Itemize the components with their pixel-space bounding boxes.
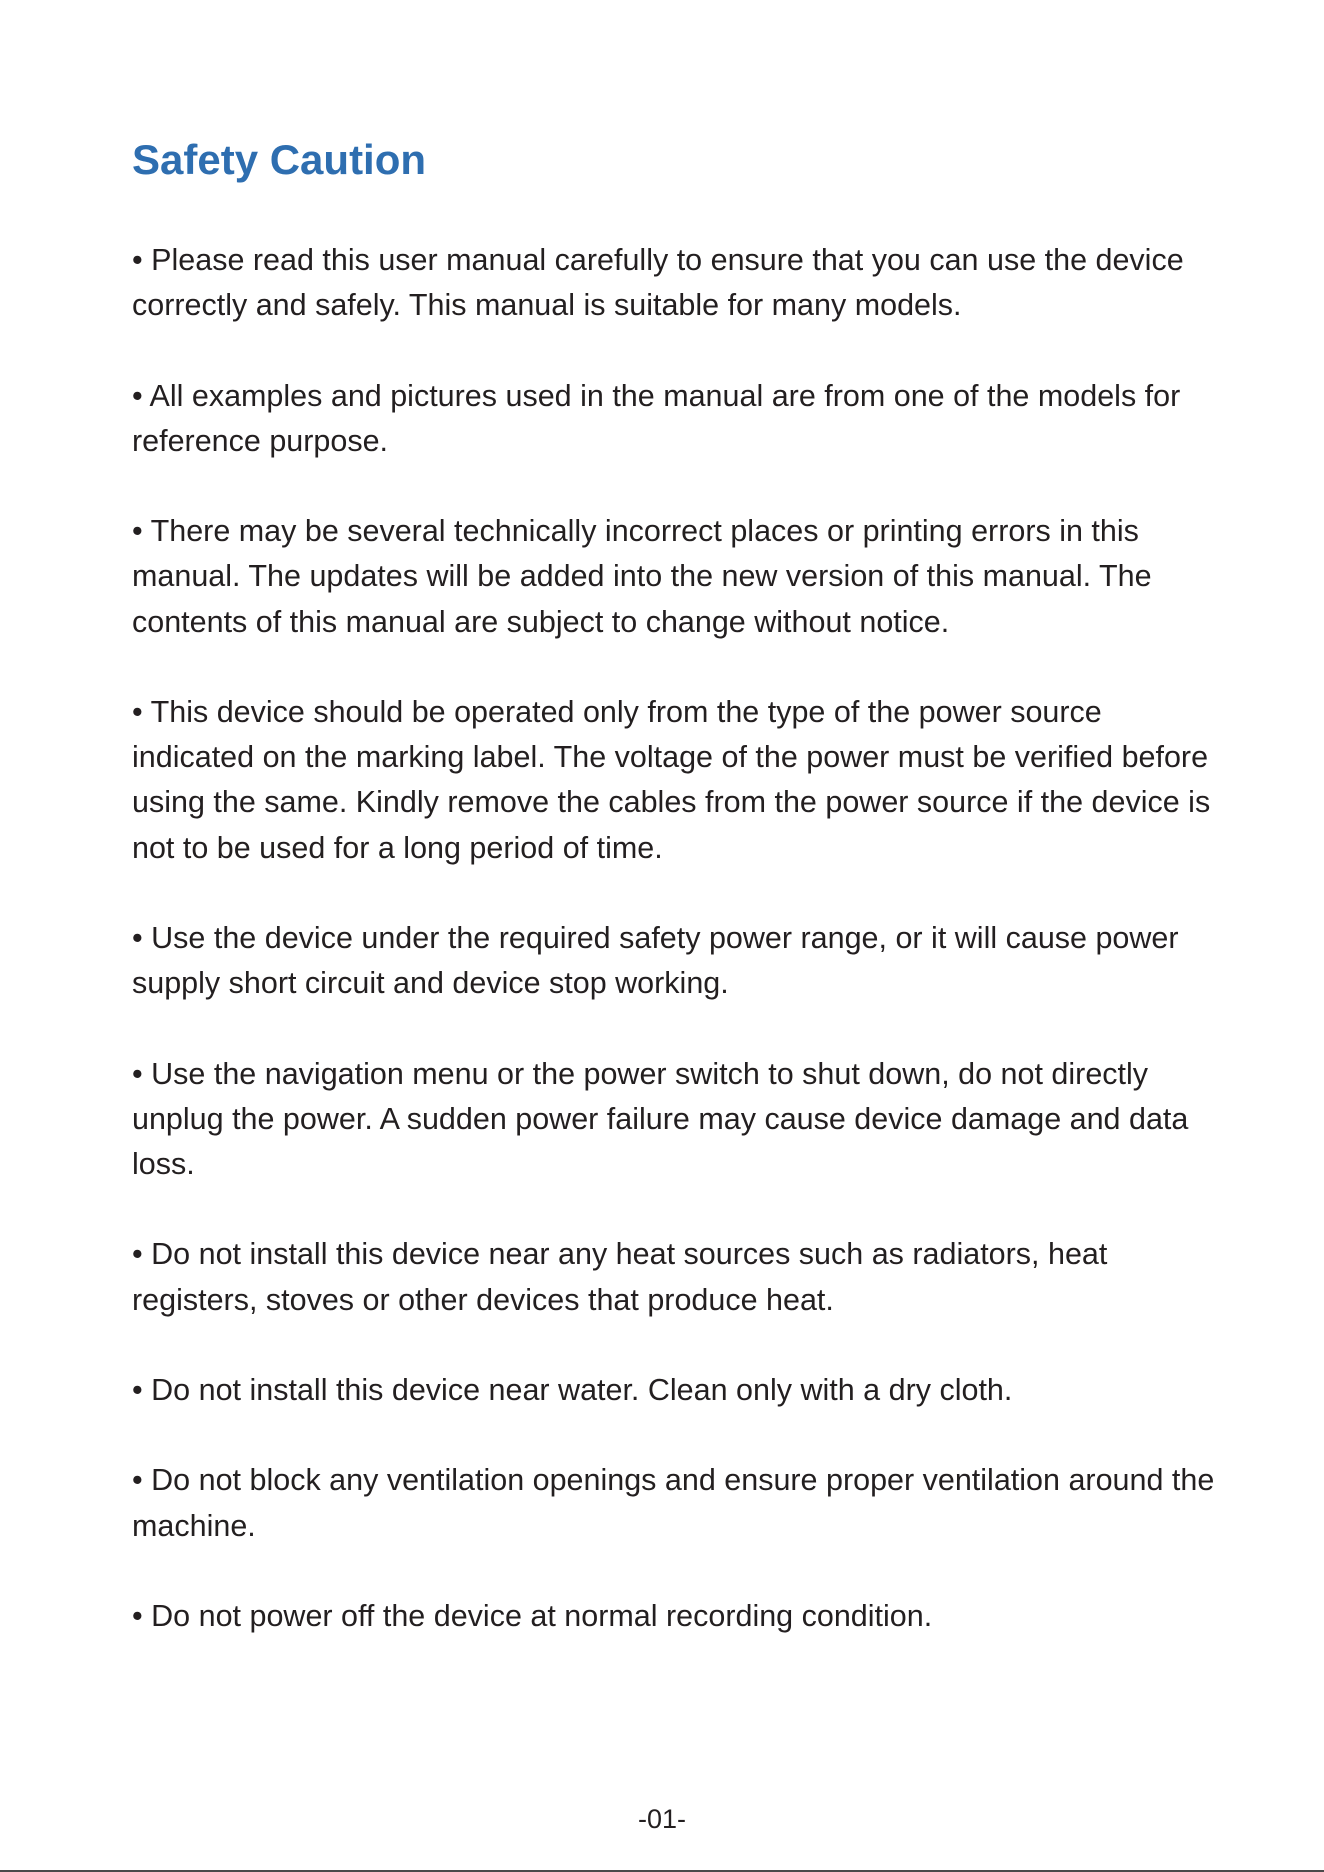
page-number: -01- [637, 1804, 686, 1834]
safety-caution-list [132, 238, 1222, 1684]
list-item-text: Do not power off the device at normal recording condition. [151, 1598, 933, 1633]
bullet-icon: • [132, 1056, 152, 1091]
bullet-icon: • [132, 514, 151, 549]
list-item-text: Do not install this device near water. Clean only with a dry cloth. [151, 1372, 1013, 1407]
list-item-text: Use the navigation menu or the power switch to shut down, do not directly unplug the power. A sudden power failure may cause device damage and data loss. [132, 1056, 1189, 1181]
bullet-icon: • [132, 378, 150, 413]
list-item-text: Do not install this device near any heat sources such as radiators, heat registers, stoves or other devices that produce heat. [132, 1237, 1108, 1317]
list-item-text: All examples and pictures used in the manual are from one of the models for reference purpose. [132, 378, 1181, 458]
bullet-icon: • [132, 694, 151, 729]
bullet-icon: • [132, 920, 152, 955]
page-title: Safety Caution [132, 136, 427, 183]
bullet-icon: • [132, 1598, 152, 1633]
list-item [132, 1458, 1222, 1548]
list-item [132, 374, 1222, 464]
list-item-text: Please read this user manual carefully to ensure that you can use the device correctly and safely. This manual is suitable for many models. [132, 243, 1184, 323]
bullet-icon: • [132, 1237, 152, 1272]
list-item [132, 1594, 1222, 1639]
bullet-icon: • [132, 243, 152, 277]
list-item [132, 1232, 1222, 1322]
list-item [132, 916, 1222, 1006]
list-item-text: There may be several technically incorrect places or printing errors in this manual. The updates will be added into the new version of this manual. The contents of this manual are subject to change without notice. [132, 514, 1152, 639]
list-item [132, 1368, 1222, 1413]
list-item [132, 1052, 1222, 1188]
list-item-text: Do not block any ventilation openings and ensure proper ventilation around the machine. [132, 1463, 1215, 1543]
list-item-text: Use the device under the required safety power range, or it will cause power supply short circuit and device stop working. [132, 920, 1179, 1001]
bullet-icon: • [132, 1372, 152, 1407]
list-item [132, 238, 1222, 328]
bullet-icon: • [132, 1463, 152, 1498]
list-item-text: This device should be operated only from the type of the power source indicated on the marking label. The voltage of the power must be verified before using the same. Kindly remove the cables from the power source if the device is not to be used for a long period of time. [132, 694, 1211, 865]
list-item [132, 690, 1222, 871]
list-item [132, 509, 1222, 645]
